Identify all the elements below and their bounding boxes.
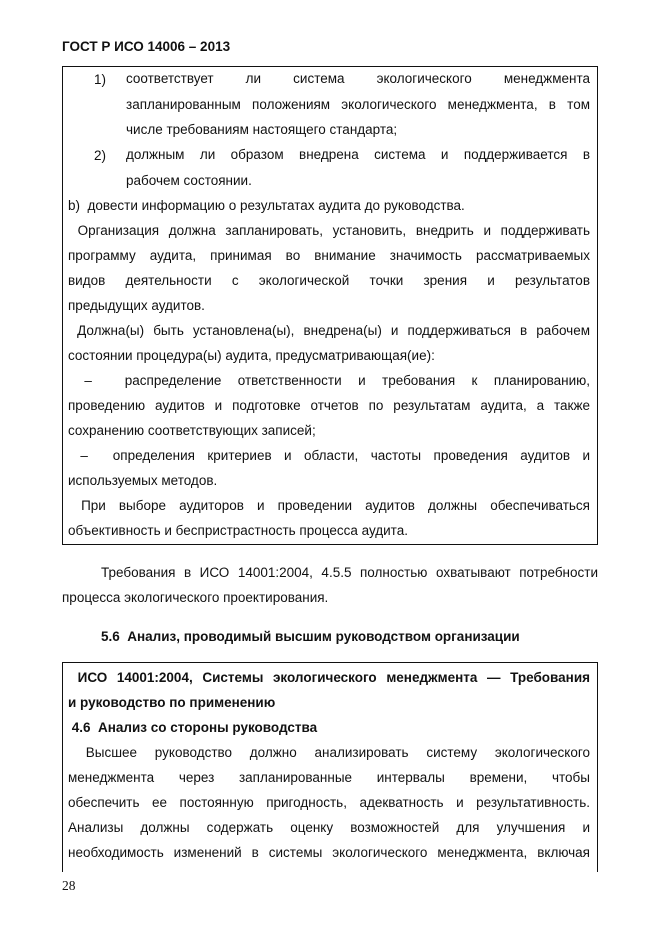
list-item-line: соответствует ли система экологического менеджмента <box>126 71 590 86</box>
list-item-line: числе требованиям настоящего стандарта; <box>126 122 398 137</box>
list-item-line: рабочем состоянии. <box>126 173 252 188</box>
paragraph-line: менеджмента через запланированные интервалы времени, чтобы <box>68 770 590 785</box>
dash-item-line: – определения критериев и области, частоты проведения аудитов и <box>68 448 590 463</box>
body-text-line: процесса экологического проектирования. <box>62 590 329 605</box>
list-number: 1) <box>94 72 107 87</box>
box-subheading: 4.6 Анализ со стороны руководства <box>68 720 318 735</box>
list-item-b: b) довести информацию о результатах аудита до руководства. <box>68 198 465 213</box>
paragraph-line: программу аудита, принимая во внимание значимость рассматриваемых <box>68 248 590 263</box>
quoted-standard-box <box>62 662 598 872</box>
paragraph-line: Высшее руководство должно анализировать систему экологического <box>68 745 590 760</box>
document-header: ГОСТ Р ИСО 14006 – 2013 <box>62 39 231 54</box>
list-item-line: должным ли образом внедрена система и поддерживается в <box>126 147 590 162</box>
paragraph-line: объективность и беспристрастность процесса аудита. <box>68 523 408 538</box>
dash-item-line: проведению аудитов и подготовке отчетов по результатам аудита, а также <box>68 398 590 413</box>
dash-item-line: – распределение ответственности и требования к планированию, <box>68 373 590 388</box>
paragraph-line: При выборе аудиторов и проведении аудитов должны обеспечиваться <box>68 498 590 513</box>
box-title-line: ИСО 14001:2004, Системы экологического менеджмента — Требования <box>68 670 590 685</box>
page-number: 28 <box>62 878 76 893</box>
paragraph-line: состоянии процедура(ы) аудита, предусматривающая(ие): <box>68 348 435 363</box>
paragraph-line: обеспечить ее постоянную пригодность, адекватность и результативность. <box>68 795 590 810</box>
paragraph-line: предыдущих аудитов. <box>68 298 205 313</box>
dash-item-line: сохранению соответствующих записей; <box>68 423 316 438</box>
list-number: 2) <box>94 148 107 163</box>
body-text-line: Требования в ИСО 14001:2004, 4.5.5 полностью охватывают потребности <box>101 565 598 580</box>
paragraph-line: Анализы должны содержать оценку возможностей для улучшения и <box>68 820 590 835</box>
box-title-line: и руководство по применению <box>68 695 276 710</box>
list-item-line: запланированным положениям экологического менеджмента, в том <box>126 97 590 112</box>
dash-item-line: используемых методов. <box>68 473 218 488</box>
paragraph-line: необходимость изменений в системы экологического менеджмента, включая <box>68 845 590 860</box>
section-heading: 5.6 Анализ, проводимый высшим руководством организации <box>101 629 520 644</box>
paragraph-line: Организация должна запланировать, установить, внедрить и поддерживать <box>68 223 590 238</box>
paragraph-line: Должна(ы) быть установлена(ы), внедрена(ы) и поддерживаться в рабочем <box>68 323 590 338</box>
paragraph-line: видов деятельности с экологической точки зрения и результатов <box>68 273 590 288</box>
